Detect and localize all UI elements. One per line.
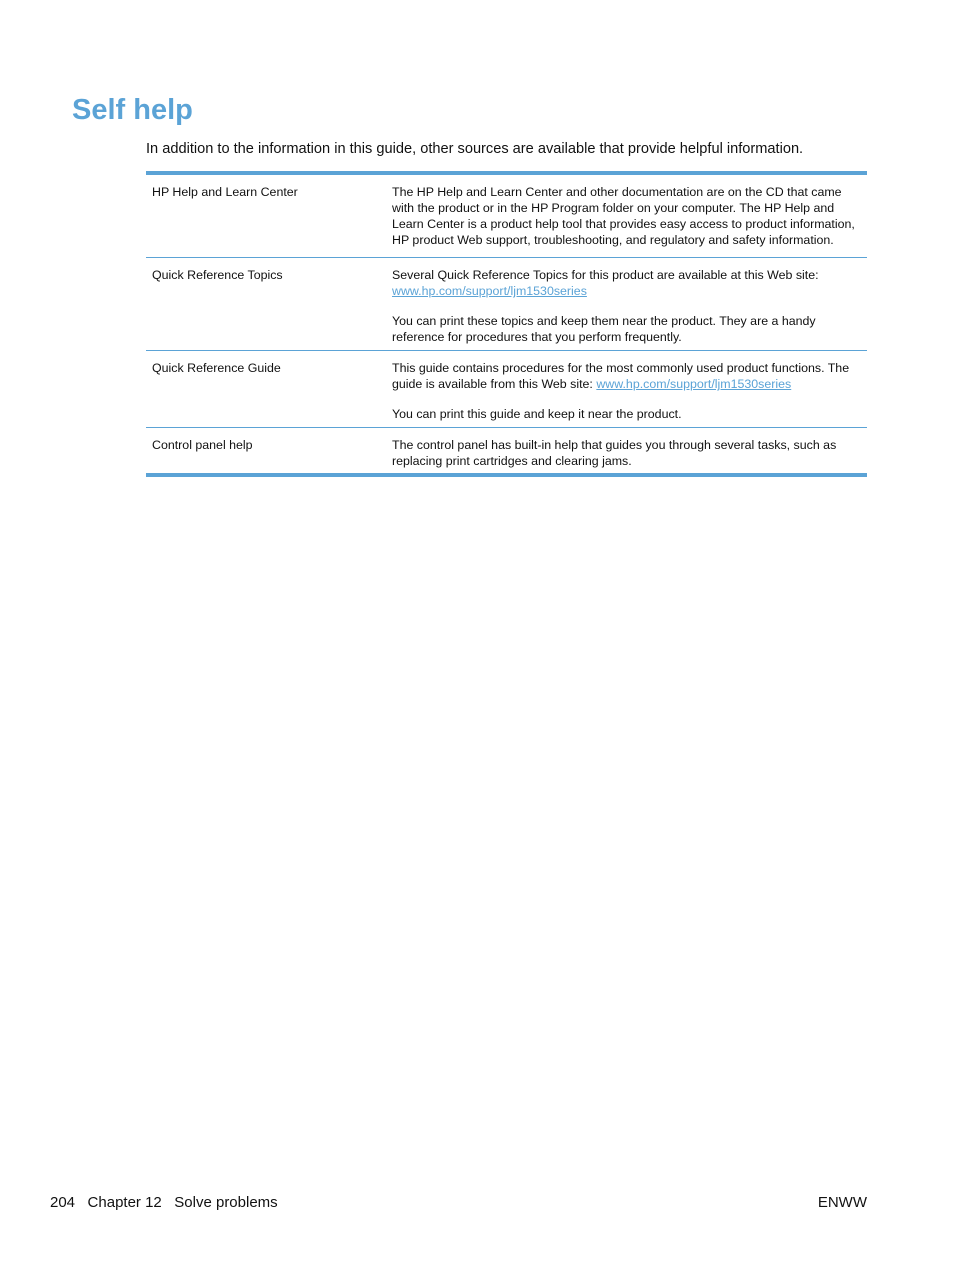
table-row	[146, 427, 867, 473]
resource-description	[386, 428, 867, 473]
page-title: Self help	[72, 94, 193, 126]
resource-description	[386, 175, 867, 257]
self-help-table	[146, 171, 867, 477]
support-link[interactable]: www.hp.com/support/ljm1530series	[392, 284, 587, 298]
description-text: You can print this guide and keep it near the product.	[392, 407, 682, 421]
resource-description	[386, 351, 867, 427]
resource-description	[386, 258, 867, 350]
description-text: The HP Help and Learn Center and other documentation are on the CD that came with the product or in the HP Program folder on your computer. The HP Help and Learn Center is a product help tool that provides easy access to product information, HP product Web support, troubleshooting, and regulatory and safety information.	[392, 185, 855, 247]
table-row	[146, 175, 867, 257]
description-text: You can print these topics and keep them near the product. They are a handy reference for procedures that you perform frequently.	[392, 314, 816, 344]
resource-name: HP Help and Learn Center	[152, 185, 298, 199]
table-row	[146, 350, 867, 427]
description-text	[392, 267, 863, 299]
page-footer-left	[50, 1193, 278, 1213]
page-number: 204	[50, 1194, 76, 1211]
chapter-title: Solve problems	[174, 1194, 278, 1211]
resource-name: Quick Reference Guide	[152, 361, 281, 375]
resource-name: Control panel help	[152, 438, 253, 452]
resource-name: Quick Reference Topics	[152, 268, 283, 282]
description-text: The control panel has built-in help that guides you through several tasks, such as replacing print cartridges and clearing jams.	[392, 438, 837, 468]
page-footer-right: ENWW	[817, 1194, 867, 1211]
description-text-lead: Several Quick Reference Topics for this product are available at this Web site:	[392, 268, 819, 282]
chapter-label: Chapter 12	[87, 1194, 162, 1211]
description-text-lead: This guide contains procedures for the most commonly used product functions. The guide is available from this Web site:	[392, 361, 850, 391]
intro-paragraph: In addition to the information in this guide, other sources are available that provide helpful information.	[146, 141, 804, 157]
table-row	[146, 257, 867, 350]
description-text	[392, 360, 863, 392]
support-link[interactable]: www.hp.com/support/ljm1530series	[596, 377, 792, 391]
